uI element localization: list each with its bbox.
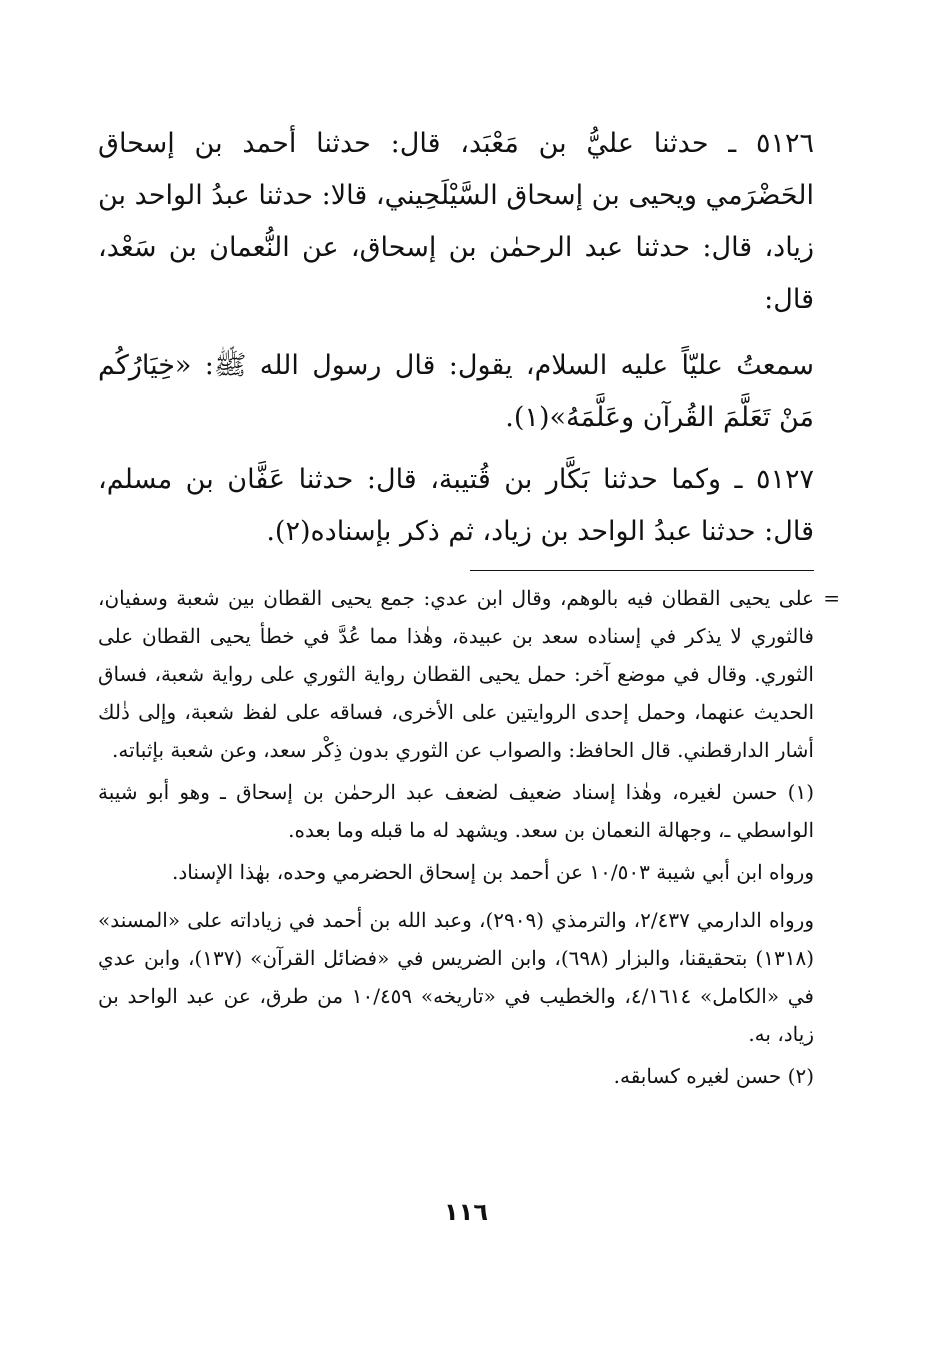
page-number: ١١٦ [444, 1198, 488, 1226]
footnote-2: (٢) حسن لغيره كسابقه. [613, 1064, 814, 1088]
hadith-5126-isnad: ٥١٢٦ ـ حدثنا عليُّ بن مَعْبَد، قال: حدثنا أحمد بن إسحاق الحَضْرَمي ويحيى بن إسحاق السَّيْلَحِيني، قالا: حدثنا عبدُ الواحد بن زياد، قال: حدثنا عبد الرحمٰن بن إسحاق، عن النُّعمان بن سَعْد، قال: [98, 128, 814, 315]
continuation-mark: = [823, 586, 840, 610]
footnote-continuation [98, 579, 840, 769]
page-body [98, 118, 840, 1099]
footnote-1: (١) حسن لغيره، وهٰذا إسناد ضعيف لضعف عبد الرحمٰن بن إسحاق ـ وهو أبو شيبة الواسطي ـ، وجهالة النعمان بن سعد. ويشهد له ما قبله وما بعده. [98, 780, 814, 842]
hadith-5127: ٥١٢٧ ـ وكما حدثنا بَكَّار بن قُتيبة، قال: حدثنا عَفَّان بن مسلم، قال: حدثنا عبدُ الواحد بن زياد، ثم ذكر بإسناده(٢). [98, 464, 814, 547]
main-text [98, 118, 814, 558]
footnotes [98, 579, 840, 1095]
footnote-continuation-text: على يحيى القطان فيه بالوهم، وقال ابن عدي: جمع يحيى القطان بين شعبة وسفيان، فالثوري لا يذكر في إسناده سعد بن عبيدة، وهٰذا مما عُدَّ في خطأ يحيى القطان على الثوري. وقال في موضع آخر: حمل يحيى القطان رواية الثوري على رواية شعبة، فساق الحديث عنهما، وحمل إحدى الروايتين على الأخرى، فساقه على لفظ شعبة، وإلى ذٰلك أشار الدارقطني. قال الحافظ: والصواب عن الثوري بدون ذِكْر سعد، وعن شعبة بإثباته. [98, 586, 814, 762]
footnote-separator [470, 570, 814, 571]
footnote-1-c: ورواه الدارمي ٢/٤٣٧، والترمذي (٢٩٠٩)، وعبد الله بن أحمد في زياداته على «المسند» (١٣١٨) بتحقيقنا، والبزار (٦٩٨)، وابن الضريس في «فضائل القرآن» (١٣٧)، وابن عدي في «الكامل» ٤/١٦١٤، والخطيب في «تاريخه» ١٠/٤٥٩ من طرق، عن عبد الواحد بن زياد، به. [98, 908, 815, 1046]
footnote-1-b: ورواه ابن أبي شيبة ١٠/٥٠٣ عن أحمد بن إسحاق الحضرمي وحده، بهٰذا الإسناد. [172, 860, 814, 884]
hadith-5126-matn: سمعتُ عليّاً عليه السلام، يقول: قال رسول الله ﷺ: «خِيَارُكُم مَنْ تَعَلَّمَ القُرآن وعَلَّمَهُ»(١). [98, 350, 814, 433]
